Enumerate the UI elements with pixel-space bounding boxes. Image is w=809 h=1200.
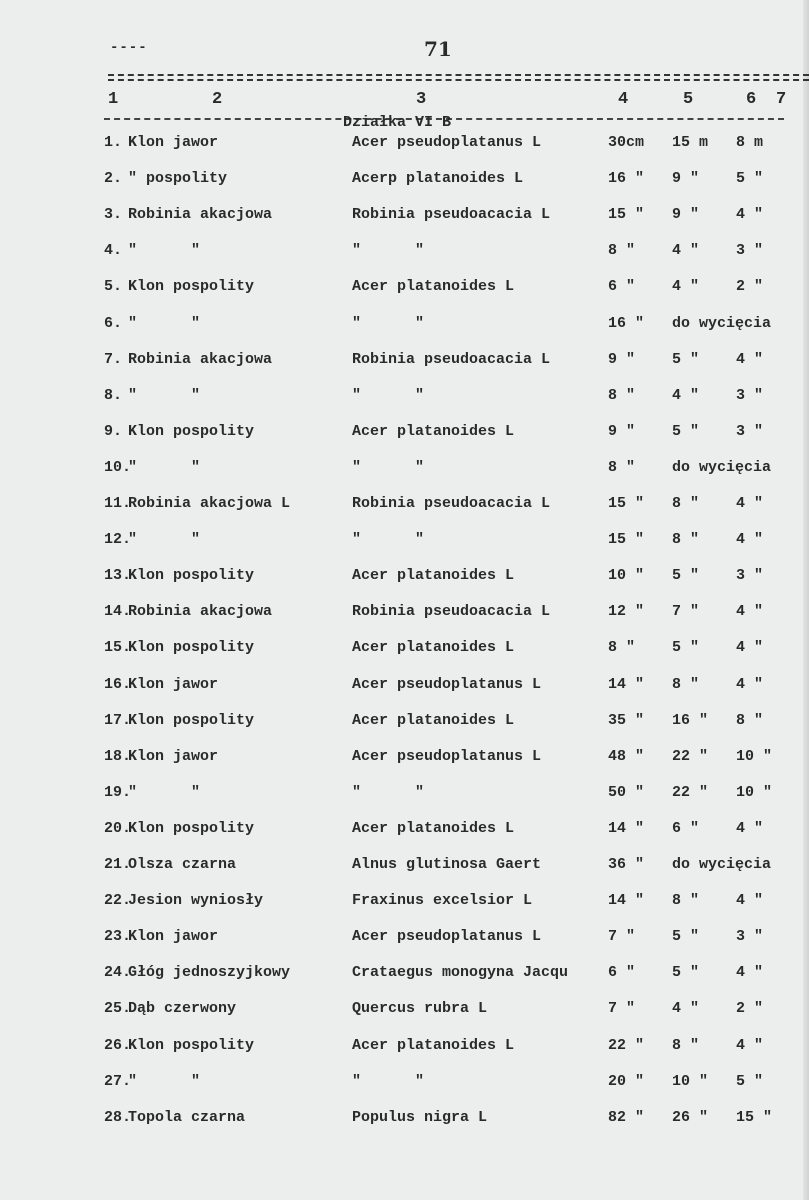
col-4-value: 6 " — [608, 964, 636, 982]
col-6-value: 4 " — [736, 964, 764, 982]
col-4-value: 16 " — [608, 314, 645, 332]
column-header: 2 — [212, 90, 223, 109]
col-5-value: 5 " — [672, 422, 700, 440]
row-number: 24. — [104, 964, 132, 982]
latin-name: Acerp platanoides L — [352, 170, 524, 188]
row-number: 5. — [104, 278, 123, 296]
latin-name: Acer platanoides L — [352, 1036, 515, 1054]
latin-name: Acer platanoides L — [352, 819, 515, 837]
latin-name: Acer pseudoplatanus L — [352, 134, 542, 151]
row-number: 17. — [104, 711, 132, 729]
polish-name: Klon pospolity — [128, 278, 255, 296]
row-number: 19. — [104, 783, 132, 801]
col-5-value: 4 " — [672, 386, 700, 404]
top-rule-2 — [108, 79, 809, 81]
col-6-value: 4 " — [736, 639, 764, 657]
polish-name: Klon pospolity — [128, 711, 255, 729]
polish-name: Robinia akacjowa — [128, 206, 273, 224]
latin-name: Robinia pseudoacacia L — [352, 350, 551, 368]
latin-name: Acer platanoides L — [352, 711, 515, 729]
row-number: 23. — [104, 928, 132, 946]
polish-name: Klon jawor — [128, 675, 219, 693]
col-4-value: 30cm — [608, 134, 645, 151]
col-4-value: 15 " — [608, 206, 645, 224]
col-4-value: 8 " — [608, 242, 636, 260]
polish-name: Klon pospolity — [128, 567, 255, 585]
col-4-value: 15 " — [608, 531, 645, 549]
polish-name: " " — [128, 531, 201, 549]
latin-name: " " — [352, 1072, 425, 1090]
col-6-value: 4 " — [736, 531, 764, 549]
row-number: 20. — [104, 819, 132, 837]
polish-name: Głóg jednoszyjkowy — [128, 964, 291, 982]
polish-name: Robinia akacjowa — [128, 350, 273, 368]
col-6-value: 4 " — [736, 495, 764, 512]
row-number: 8. — [104, 386, 123, 404]
col-4-value: 48 " — [608, 747, 645, 765]
col-5-value: 22 " — [672, 747, 709, 765]
polish-name: " " — [128, 1072, 201, 1090]
row-number: 12. — [104, 531, 132, 549]
row-number: 14. — [104, 603, 132, 621]
row-number: 9. — [104, 422, 123, 440]
col-6-value: 3 " — [736, 567, 764, 585]
latin-name: Acer platanoides L — [352, 278, 515, 296]
row-number: 13. — [104, 567, 132, 585]
row-number: 1. — [104, 134, 123, 151]
polish-name: Robinia akacjowa L — [128, 495, 291, 512]
row-number: 15. — [104, 639, 132, 657]
col-5-value: 16 " — [672, 711, 709, 729]
polish-name: Jesion wyniosły — [128, 892, 264, 910]
col-5-value: 9 " — [672, 206, 700, 224]
col-6-value: 3 " — [736, 386, 764, 404]
row-number: 11. — [104, 495, 132, 512]
column-header: 7 — [776, 90, 787, 109]
col-5-value: 10 " — [672, 1072, 709, 1090]
polish-name: Dąb czerwony — [128, 1000, 237, 1018]
polish-name: Klon pospolity — [128, 819, 255, 837]
col-6-value: 5 " — [736, 1072, 764, 1090]
header-dashes: ---- — [110, 40, 148, 56]
col-4-value: 6 " — [608, 278, 636, 296]
col-6-value: 10 " — [736, 783, 773, 801]
col-5-note: do wycięcia — [672, 314, 772, 332]
col-4-value: 8 " — [608, 458, 636, 476]
col-4-value: 12 " — [608, 603, 645, 621]
col-5-value: 8 " — [672, 675, 700, 693]
col-5-value: 4 " — [672, 1000, 700, 1018]
column-header: 6 — [746, 90, 757, 109]
col-4-value: 50 " — [608, 783, 645, 801]
col-5-value: 8 " — [672, 531, 700, 549]
latin-name: " " — [352, 531, 425, 549]
latin-name: Crataegus monogyna Jacqu — [352, 964, 569, 982]
polish-name: Topola czarna — [128, 1108, 246, 1126]
latin-name: " " — [352, 386, 425, 404]
latin-name: Alnus glutinosa Gaert — [352, 856, 542, 873]
polish-name: Robinia akacjowa — [128, 603, 273, 621]
col-6-value: 2 " — [736, 1000, 764, 1018]
row-number: 27. — [104, 1072, 132, 1090]
col-6-value: 5 " — [736, 170, 764, 188]
col-5-value: 9 " — [672, 170, 700, 188]
latin-name: Fraxinus excelsior L — [352, 892, 533, 910]
col-4-value: 8 " — [608, 639, 636, 657]
latin-name: Acer pseudoplatanus L — [352, 928, 542, 946]
col-5-value: 8 " — [672, 495, 700, 512]
latin-name: Robinia pseudoacacia L — [352, 206, 551, 224]
page-number: 71 — [424, 37, 452, 61]
polish-name: " " — [128, 386, 201, 404]
col-5-value: 8 " — [672, 1036, 700, 1054]
col-6-value: 3 " — [736, 928, 764, 946]
col-6-value: 4 " — [736, 350, 764, 368]
latin-name: " " — [352, 458, 425, 476]
col-4-value: 7 " — [608, 928, 636, 946]
latin-name: Populus nigra L — [352, 1108, 488, 1126]
col-6-value: 4 " — [736, 675, 764, 693]
col-5-value: 5 " — [672, 928, 700, 946]
polish-name: Klon pospolity — [128, 639, 255, 657]
col-4-value: 8 " — [608, 386, 636, 404]
col-5-value: 5 " — [672, 639, 700, 657]
latin-name: Acer platanoides L — [352, 422, 515, 440]
col-5-value: 15 m — [672, 134, 709, 151]
col-5-value: 5 " — [672, 964, 700, 982]
column-header: 3 — [416, 90, 427, 109]
section-title: Działka VI B — [343, 114, 452, 131]
col-4-value: 14 " — [608, 675, 645, 693]
col-4-value: 22 " — [608, 1036, 645, 1054]
col-5-value: 7 " — [672, 603, 700, 621]
col-5-note: do wycięcia — [672, 458, 772, 476]
polish-name: " " — [128, 458, 201, 476]
latin-name: Quercus rubra L — [352, 1000, 488, 1018]
col-4-value: 15 " — [608, 495, 645, 512]
row-number: 22. — [104, 892, 132, 910]
col-4-value: 10 " — [608, 567, 645, 585]
row-number: 26. — [104, 1036, 132, 1054]
column-header: 5 — [683, 90, 694, 109]
latin-name: Robinia pseudoacacia L — [352, 495, 551, 512]
col-6-value: 8 m — [736, 134, 764, 151]
polish-name: " " — [128, 783, 201, 801]
page-edge-shadow — [803, 0, 809, 1200]
latin-name: " " — [352, 314, 425, 332]
polish-name: Klon jawor — [128, 747, 219, 765]
col-5-value: 4 " — [672, 278, 700, 296]
latin-name: " " — [352, 783, 425, 801]
col-5-value: 4 " — [672, 242, 700, 260]
top-rule-1 — [108, 74, 809, 76]
col-4-value: 7 " — [608, 1000, 636, 1018]
col-6-value: 4 " — [736, 819, 764, 837]
col-4-value: 36 " — [608, 856, 645, 873]
col-5-value: 6 " — [672, 819, 700, 837]
latin-name: " " — [352, 242, 425, 260]
latin-name: Acer platanoides L — [352, 567, 515, 585]
column-header: 1 — [108, 90, 119, 109]
polish-name: Olsza czarna — [128, 856, 237, 873]
col-4-value: 82 " — [608, 1108, 645, 1126]
row-number: 6. — [104, 314, 123, 332]
col-4-value: 9 " — [608, 422, 636, 440]
col-5-value: 5 " — [672, 567, 700, 585]
col-6-value: 15 " — [736, 1108, 773, 1126]
col-5-note: do wycięcia — [672, 856, 772, 873]
polish-name: Klon pospolity — [128, 1036, 255, 1054]
row-number: 2. — [104, 170, 123, 188]
col-6-value: 4 " — [736, 892, 764, 910]
col-6-value: 4 " — [736, 1036, 764, 1054]
row-number: 10. — [104, 458, 132, 476]
col-6-value: 4 " — [736, 206, 764, 224]
polish-name: Klon pospolity — [128, 422, 255, 440]
col-6-value: 10 " — [736, 747, 773, 765]
polish-name: " pospolity — [128, 170, 228, 188]
col-6-value: 8 " — [736, 711, 764, 729]
col-4-value: 16 " — [608, 170, 645, 188]
polish-name: Klon jawor — [128, 134, 219, 151]
latin-name: Acer pseudoplatanus L — [352, 675, 542, 693]
row-number: 4. — [104, 242, 123, 260]
col-5-value: 8 " — [672, 892, 700, 910]
row-number: 3. — [104, 206, 123, 224]
polish-name: " " — [128, 242, 201, 260]
col-5-value: 26 " — [672, 1108, 709, 1126]
latin-name: Acer pseudoplatanus L — [352, 747, 542, 765]
col-6-value: 3 " — [736, 242, 764, 260]
col-6-value: 2 " — [736, 278, 764, 296]
latin-name: Robinia pseudoacacia L — [352, 603, 551, 621]
col-4-value: 9 " — [608, 350, 636, 368]
row-number: 25. — [104, 1000, 132, 1018]
col-6-value: 4 " — [736, 603, 764, 621]
latin-name: Acer platanoides L — [352, 639, 515, 657]
column-header: 4 — [618, 90, 629, 109]
col-4-value: 35 " — [608, 711, 645, 729]
col-4-value: 14 " — [608, 892, 645, 910]
col-5-value: 5 " — [672, 350, 700, 368]
polish-name: Klon jawor — [128, 928, 219, 946]
row-number: 7. — [104, 350, 123, 368]
col-4-value: 20 " — [608, 1072, 645, 1090]
row-number: 28. — [104, 1108, 132, 1126]
row-number: 16. — [104, 675, 132, 693]
row-number: 18. — [104, 747, 132, 765]
polish-name: " " — [128, 314, 201, 332]
col-5-value: 22 " — [672, 783, 709, 801]
col-4-value: 14 " — [608, 819, 645, 837]
row-number: 21. — [104, 856, 132, 873]
col-6-value: 3 " — [736, 422, 764, 440]
